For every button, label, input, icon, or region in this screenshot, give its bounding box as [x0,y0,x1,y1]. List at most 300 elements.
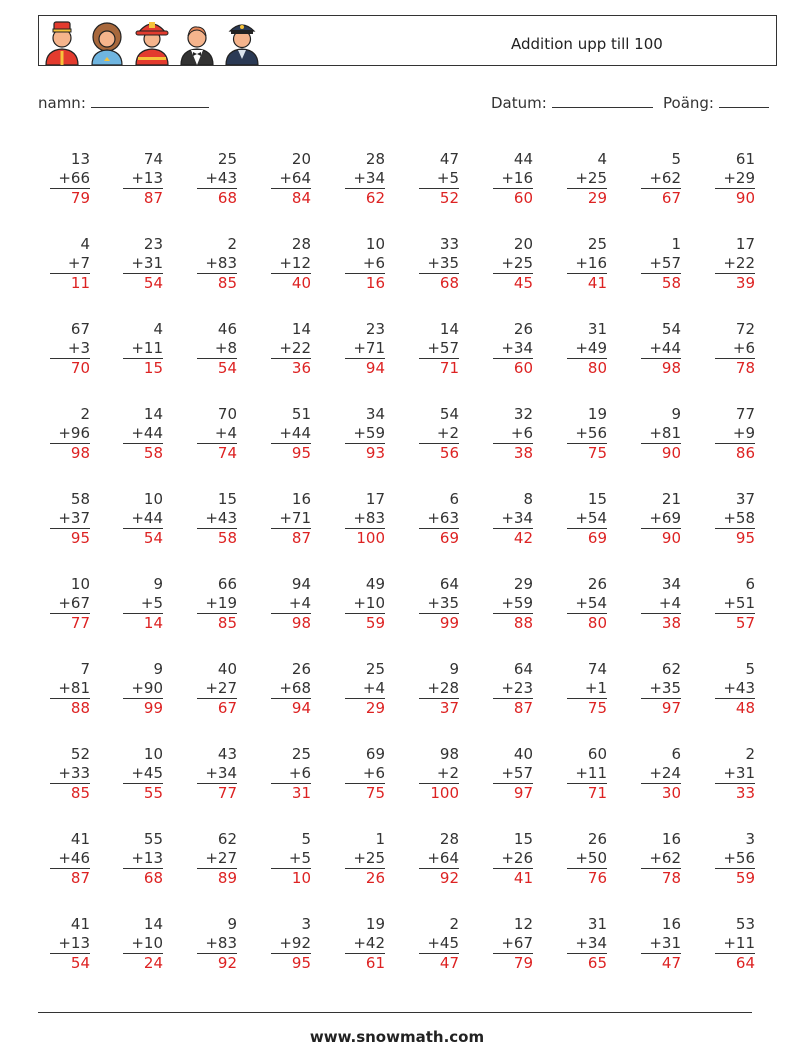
addition-problem [271,830,311,888]
addition-problem [493,660,533,718]
plus-sign: + [427,594,440,612]
addend-bottom [419,849,459,869]
plus-sign: + [658,594,672,612]
addend-top: 2 [745,745,755,763]
answer: 64 [735,954,755,972]
addend-bottom [123,169,163,189]
answer: 87 [291,529,311,547]
addend-bottom-value: 67 [70,594,90,612]
addend-bottom [271,254,311,274]
answer: 84 [291,189,311,207]
addition-problem [641,575,681,633]
addition-problem [493,235,533,293]
plus-sign: + [501,849,514,867]
answer: 94 [365,359,385,377]
addition-problem [567,745,607,803]
addition-problem [493,150,533,208]
addend-bottom-value: 83 [365,509,385,527]
addend-top: 1 [375,830,385,848]
addition-problem [715,660,755,718]
addend-top: 37 [735,490,755,508]
addition-problem [197,235,237,293]
addend-bottom-value: 42 [365,934,385,952]
answer: 68 [143,869,163,887]
plus-sign: + [575,169,588,187]
answer: 95 [291,444,311,462]
plus-sign: + [575,254,588,272]
addend-top: 10 [143,490,163,508]
addend-top: 40 [513,745,533,763]
addition-problem [641,405,681,463]
plus-sign: + [436,169,450,187]
plus-sign: + [649,339,662,357]
answer: 10 [291,869,311,887]
addition-problem [345,150,385,208]
addend-top: 14 [143,405,163,423]
addend-bottom-value: 13 [143,169,163,187]
answer: 78 [735,359,755,377]
addend-bottom [123,594,163,614]
plus-sign: + [205,594,218,612]
plus-sign: + [575,424,588,442]
addend-top: 70 [217,405,237,423]
addend-bottom-value: 29 [735,169,755,187]
plus-sign: + [58,424,71,442]
answer: 79 [513,954,533,972]
date-label: Datum: [491,94,547,112]
name-label: namn: [38,94,86,112]
addend-bottom-value: 44 [143,509,163,527]
answer: 67 [217,699,237,717]
answer: 80 [587,359,607,377]
addend-bottom [197,339,237,359]
addend-bottom [641,169,681,189]
answer: 75 [587,444,607,462]
addend-top: 17 [365,490,385,508]
plus-sign: + [131,424,144,442]
plus-sign: + [288,594,302,612]
answer: 76 [587,869,607,887]
answer: 90 [661,529,681,547]
addition-problem [50,915,90,973]
addend-bottom-value: 19 [217,594,237,612]
addend-bottom [197,509,237,529]
addend-bottom [641,509,681,529]
answer: 54 [217,359,237,377]
plus-sign: + [501,169,514,187]
addend-top: 23 [143,235,163,253]
plus-sign: + [58,509,71,527]
answer: 30 [661,784,681,802]
addition-problem [345,405,385,463]
addend-top: 19 [365,915,385,933]
addition-problem [567,235,607,293]
addition-problem [123,235,163,293]
answer: 45 [513,274,533,292]
plus-sign: + [353,339,366,357]
addend-bottom-value: 6 [375,764,385,782]
answer: 62 [365,189,385,207]
answer: 95 [735,529,755,547]
addend-bottom-value: 34 [365,169,385,187]
addend-top: 13 [70,150,90,168]
addend-bottom-value: 43 [217,169,237,187]
plus-sign: + [279,339,292,357]
answer: 69 [587,529,607,547]
answer: 87 [143,189,163,207]
addend-bottom [50,679,90,699]
plus-sign: + [723,679,736,697]
plus-sign: + [131,934,144,952]
addend-top: 2 [80,405,90,423]
addend-top: 98 [439,745,459,763]
plus-sign: + [501,679,514,697]
plus-sign: + [575,849,588,867]
addend-bottom-value: 27 [217,679,237,697]
addend-bottom-value: 11 [587,764,607,782]
addition-problem [197,405,237,463]
addend-top: 28 [291,235,311,253]
addend-bottom-value: 81 [661,424,681,442]
addend-top: 94 [291,575,311,593]
addend-top: 43 [217,745,237,763]
addend-top: 5 [745,660,755,678]
addend-bottom [271,339,311,359]
addition-problem [50,660,90,718]
addend-bottom-value: 62 [661,849,681,867]
addend-top: 4 [80,235,90,253]
plus-sign: + [353,849,366,867]
plus-sign: + [279,169,292,187]
answer: 97 [513,784,533,802]
addend-bottom [493,849,533,869]
plus-sign: + [205,169,218,187]
addend-top: 1 [671,235,681,253]
answer: 85 [217,274,237,292]
addend-bottom-value: 28 [439,679,459,697]
addition-problem [493,575,533,633]
addend-bottom [715,594,755,614]
plus-sign: + [427,934,440,952]
addend-bottom [419,594,459,614]
addition-problem [197,575,237,633]
addend-bottom [567,339,607,359]
addition-problem [197,490,237,548]
addend-top: 64 [439,575,459,593]
addend-top: 3 [745,830,755,848]
plus-sign: + [723,764,736,782]
addend-bottom [641,339,681,359]
addend-bottom-value: 23 [513,679,533,697]
answer: 60 [513,359,533,377]
answer: 80 [587,614,607,632]
addend-top: 20 [291,150,311,168]
addend-bottom-value: 34 [513,339,533,357]
addend-top: 6 [671,745,681,763]
addition-problem [419,575,459,633]
addend-bottom-value: 4 [671,594,681,612]
addend-bottom-value: 6 [523,424,533,442]
plus-sign: + [288,849,302,867]
addition-problem [567,575,607,633]
addend-bottom [271,934,311,954]
plus-sign: + [205,254,218,272]
answer: 41 [587,274,607,292]
addition-problem [345,320,385,378]
answer: 39 [735,274,755,292]
answer: 41 [513,869,533,887]
addend-bottom-value: 13 [143,849,163,867]
addition-problem [715,830,755,888]
addition-problem [50,150,90,208]
addend-top: 51 [291,405,311,423]
plus-sign: + [649,934,662,952]
answer: 75 [365,784,385,802]
addition-problem [345,490,385,548]
addend-top: 15 [587,490,607,508]
addend-top: 54 [439,405,459,423]
addition-problem [641,320,681,378]
addend-top: 9 [153,575,163,593]
answer: 14 [143,614,163,632]
plus-sign: + [501,594,514,612]
plus-sign: + [279,509,292,527]
addend-top: 32 [513,405,533,423]
answer: 58 [661,274,681,292]
answer: 98 [70,444,90,462]
addend-top: 26 [587,830,607,848]
addend-bottom-value: 51 [735,594,755,612]
addend-bottom-value: 5 [301,849,311,867]
answer: 75 [587,699,607,717]
addition-problem [567,660,607,718]
answer: 26 [365,869,385,887]
addend-bottom-value: 44 [661,339,681,357]
addend-bottom [50,509,90,529]
plus-sign: + [427,339,440,357]
addition-problem [123,830,163,888]
addition-problem [419,915,459,973]
addend-top: 47 [439,150,459,168]
addend-bottom [493,594,533,614]
answer: 47 [439,954,459,972]
addition-problem [271,490,311,548]
addition-problem [567,405,607,463]
addend-bottom-value: 6 [301,764,311,782]
addend-top: 16 [661,830,681,848]
answer: 95 [70,529,90,547]
addend-bottom-value: 9 [745,424,755,442]
addend-bottom-value: 46 [70,849,90,867]
answer: 33 [735,784,755,802]
addition-problem [419,830,459,888]
answer: 98 [661,359,681,377]
addend-bottom-value: 5 [153,594,163,612]
plus-sign: + [58,934,71,952]
answer: 47 [661,954,681,972]
plus-sign: + [510,424,524,442]
answer: 92 [217,954,237,972]
addend-top: 66 [217,575,237,593]
addend-bottom [641,679,681,699]
addend-top: 21 [661,490,681,508]
addend-bottom-value: 43 [735,679,755,697]
addend-bottom-value: 59 [513,594,533,612]
addend-top: 15 [217,490,237,508]
addition-problem [271,150,311,208]
answer: 68 [217,189,237,207]
addend-bottom [419,339,459,359]
addend-bottom [567,849,607,869]
plus-sign: + [732,339,746,357]
answer: 71 [587,784,607,802]
plus-sign: + [131,339,144,357]
addend-bottom [419,509,459,529]
addend-bottom [715,169,755,189]
plus-sign: + [723,594,736,612]
addition-problem [197,830,237,888]
addend-top: 26 [513,320,533,338]
addend-top: 55 [143,830,163,848]
addend-bottom-value: 71 [291,509,311,527]
addition-problem [345,575,385,633]
addend-bottom [123,764,163,784]
addend-bottom-value: 25 [587,169,607,187]
plus-sign: + [501,254,514,272]
answer: 68 [439,274,459,292]
addend-bottom [123,679,163,699]
plus-sign: + [362,764,376,782]
addend-bottom-value: 37 [70,509,90,527]
addend-bottom [197,424,237,444]
addition-problem [345,745,385,803]
plus-sign: + [362,679,376,697]
plus-sign: + [575,934,588,952]
addend-top: 25 [587,235,607,253]
addition-problem [715,915,755,973]
addend-bottom-value: 71 [365,339,385,357]
addend-bottom-value: 57 [513,764,533,782]
addition-problem [419,660,459,718]
addend-top: 14 [439,320,459,338]
addend-bottom [271,509,311,529]
answer: 38 [513,444,533,462]
addend-bottom [567,679,607,699]
addend-bottom-value: 35 [661,679,681,697]
plus-sign: + [427,679,440,697]
plus-sign: + [723,169,736,187]
addend-top: 69 [365,745,385,763]
answer: 57 [735,614,755,632]
addend-top: 5 [671,150,681,168]
addend-bottom [50,424,90,444]
addend-bottom [197,169,237,189]
addition-problem [493,405,533,463]
answer: 59 [735,869,755,887]
addend-top: 52 [70,745,90,763]
addend-bottom-value: 34 [217,764,237,782]
answer: 87 [70,869,90,887]
addend-bottom-value: 57 [661,254,681,272]
addend-top: 8 [523,490,533,508]
addend-bottom-value: 10 [365,594,385,612]
answer: 77 [70,614,90,632]
plus-sign: + [214,424,228,442]
addend-bottom [123,849,163,869]
addition-problem [641,745,681,803]
addition-problem [50,405,90,463]
addend-bottom-value: 22 [291,339,311,357]
addend-bottom-value: 16 [513,169,533,187]
addend-bottom [345,849,385,869]
addition-problem [271,745,311,803]
plus-sign: + [723,509,736,527]
addend-top: 34 [661,575,681,593]
addend-bottom [123,254,163,274]
addition-problem [715,235,755,293]
addend-bottom [123,339,163,359]
plus-sign: + [353,169,366,187]
addend-bottom [493,934,533,954]
addition-problem [271,405,311,463]
answer: 42 [513,529,533,547]
addend-bottom-value: 1 [597,679,607,697]
addend-bottom-value: 35 [439,594,459,612]
addend-bottom-value: 56 [735,849,755,867]
plus-sign: + [353,424,366,442]
addend-bottom [197,594,237,614]
addition-problem [641,150,681,208]
plus-sign: + [501,339,514,357]
plus-sign: + [279,679,292,697]
addend-bottom [567,509,607,529]
addition-problem [715,575,755,633]
plus-sign: + [353,594,366,612]
addend-top: 6 [745,575,755,593]
plus-sign: + [131,169,144,187]
addend-top: 26 [291,660,311,678]
plus-sign: + [575,509,588,527]
plus-sign: + [214,339,228,357]
addition-problem [567,320,607,378]
addend-bottom [493,254,533,274]
addend-top: 7 [80,660,90,678]
addend-bottom [345,764,385,784]
addend-bottom-value: 49 [587,339,607,357]
addition-problem [123,320,163,378]
addition-problem [50,575,90,633]
addend-top: 72 [735,320,755,338]
addend-bottom [715,934,755,954]
addend-bottom-value: 66 [70,169,90,187]
addition-problem [641,660,681,718]
addition-problem [123,745,163,803]
addend-bottom [493,679,533,699]
addend-bottom-value: 44 [143,424,163,442]
addend-bottom [50,339,90,359]
addition-problem [197,660,237,718]
plus-sign: + [131,509,144,527]
addend-bottom [50,764,90,784]
plus-sign: + [288,764,302,782]
addend-bottom [419,934,459,954]
addend-bottom-value: 64 [291,169,311,187]
addend-bottom-value: 44 [291,424,311,442]
addition-problem [715,745,755,803]
addition-problem [715,405,755,463]
addition-problem [715,320,755,378]
plus-sign: + [649,849,662,867]
